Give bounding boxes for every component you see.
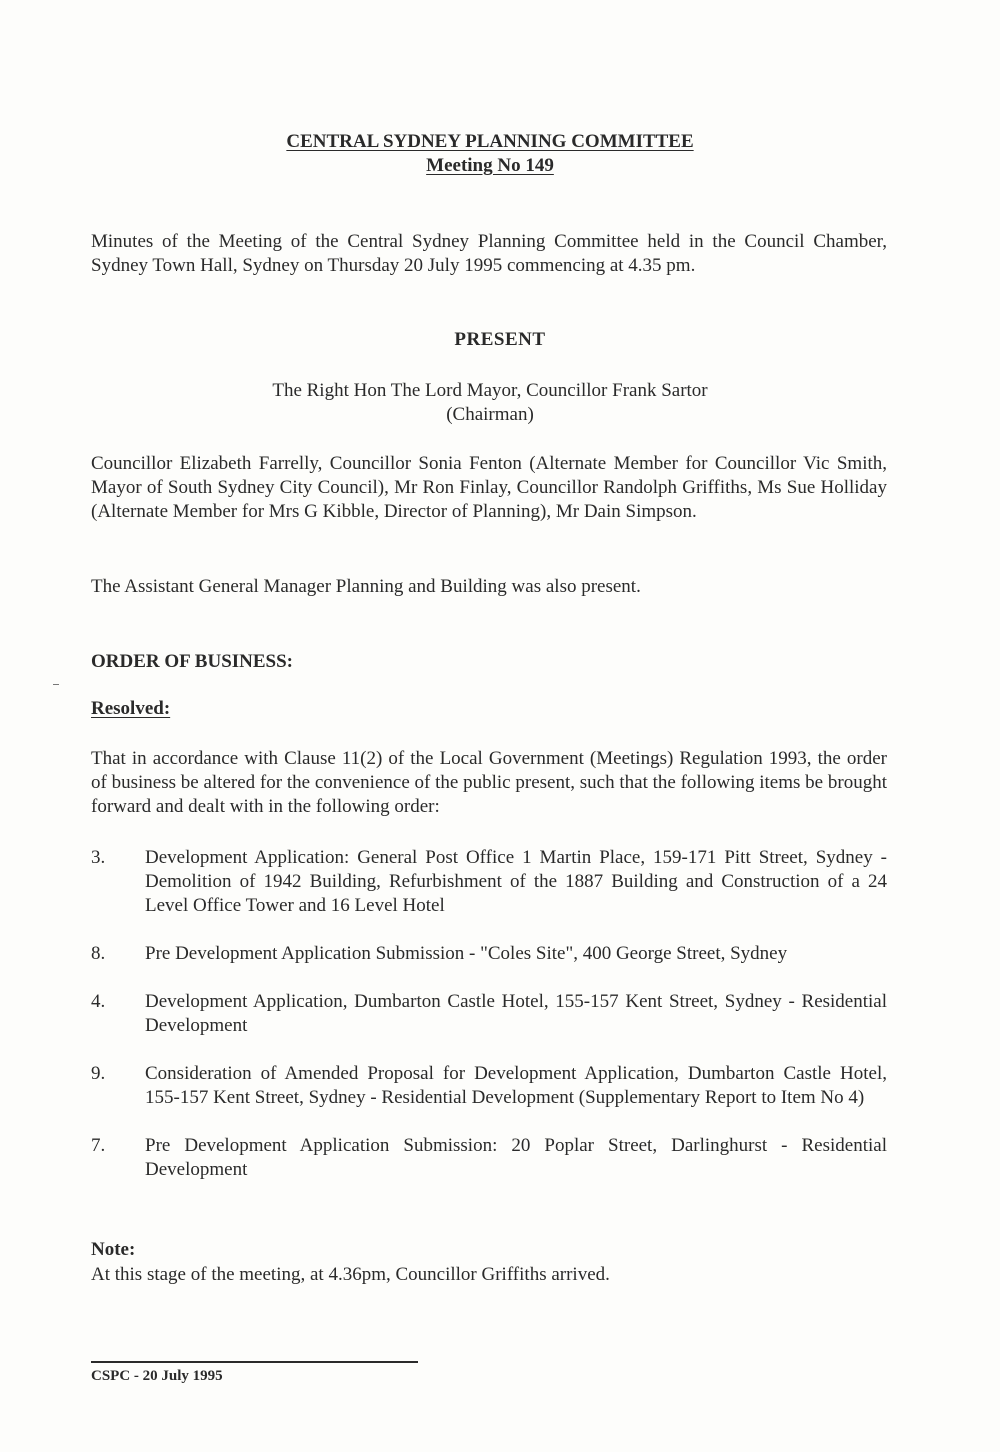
resolved-heading: Resolved: bbox=[91, 698, 171, 719]
agenda-item bbox=[91, 1062, 887, 1110]
agenda-item-text: Development Application: General Post Office 1 Martin Place, 159-171 Pitt Street, Sydney - Demolition of 1942 Building, Refurbishment of the 1887 Building and Construction of a 24 Level Office Tower and 16 Level Hotel bbox=[145, 847, 887, 916]
agenda-item-text: Pre Development Application Submission: 20 Poplar Street, Darlinghurst - Residential Development bbox=[145, 1135, 887, 1180]
footer-divider bbox=[91, 1361, 418, 1363]
agenda-item bbox=[91, 1134, 887, 1182]
agenda-item bbox=[91, 846, 887, 918]
agenda-item-text: Development Application, Dumbarton Castle Hotel, 155-157 Kent Street, Sydney - Residential Development bbox=[145, 991, 887, 1036]
chair-role: (Chairman) bbox=[446, 404, 534, 425]
agenda-item-number: 4. bbox=[91, 991, 106, 1012]
order-of-business-heading: ORDER OF BUSINESS: bbox=[91, 651, 294, 672]
chairman-block bbox=[0, 379, 980, 427]
agenda-item-number: 3. bbox=[91, 847, 106, 868]
agenda-item-text: Pre Development Application Submission - "Coles Site", 400 George Street, Sydney bbox=[145, 943, 788, 964]
agenda-items-list bbox=[91, 846, 887, 1206]
margin-mark bbox=[53, 684, 59, 685]
members-paragraph: Councillor Elizabeth Farrelly, Councillor Sonia Fenton (Alternate Member for Councillor Vic Smith, Mayor of South Sydney City Council), Mr Ron Finlay, Councillor Randolph Griffiths, Ms Sue Holliday (Alternate Member for Mrs G Kibble, Director of Planning), Mr Dain Simpson. bbox=[91, 453, 887, 522]
footer-label: CSPC - 20 July 1995 bbox=[91, 1368, 223, 1384]
intro-paragraph: Minutes of the Meeting of the Central Sydney Planning Committee held in the Council Chamber, Sydney Town Hall, Sydney on Thursday 20 July 1995 commencing at 4.35 pm. bbox=[91, 231, 887, 276]
meeting-number: Meeting No 149 bbox=[426, 155, 554, 176]
agenda-item-number: 7. bbox=[91, 1135, 106, 1156]
agenda-item bbox=[91, 942, 887, 966]
chair-line: The Right Hon The Lord Mayor, Councillor Frank Sartor bbox=[272, 380, 708, 401]
present-heading: PRESENT bbox=[454, 329, 546, 350]
agenda-item-number: 8. bbox=[91, 943, 106, 964]
agenda-item bbox=[91, 990, 887, 1038]
note-text: At this stage of the meeting, at 4.36pm, Councillor Griffiths arrived. bbox=[91, 1264, 610, 1285]
note-heading: Note: bbox=[91, 1239, 136, 1260]
agenda-item-text: Consideration of Amended Proposal for Development Application, Dumbarton Castle Hotel, 155-157 Kent Street, Sydney - Residential Development (Supplementary Report to Item No 4) bbox=[145, 1063, 887, 1108]
committee-title: CENTRAL SYDNEY PLANNING COMMITTEE bbox=[286, 131, 694, 152]
also-present-paragraph: The Assistant General Manager Planning and Building was also present. bbox=[91, 576, 641, 597]
resolution-paragraph: That in accordance with Clause 11(2) of the Local Government (Meetings) Regulation 1993, the order of business be altered for the convenience of the public present, such that the following items be brought forward and dealt with in the following order: bbox=[91, 748, 887, 817]
document-title-block bbox=[0, 130, 1000, 178]
agenda-item-number: 9. bbox=[91, 1063, 106, 1084]
